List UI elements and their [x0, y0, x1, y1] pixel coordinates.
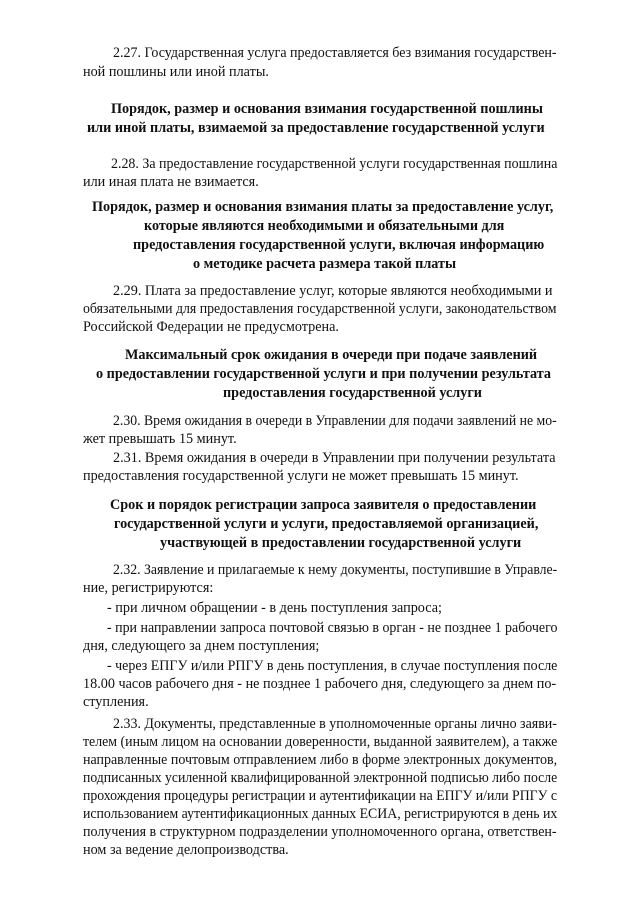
text-line: использованием аутентификационных данных ЕСИА, регистрируются в день их: [83, 806, 558, 822]
text-line: подписанных усиленной квалифицированной электронной подписью либо после: [83, 770, 558, 786]
section-heading: или иной платы, взимаемой за предоставление государственной услуги: [87, 120, 545, 136]
text-line: ном за ведение делопроизводства.: [83, 842, 289, 858]
text-line: Российской Федерации не предусмотрена.: [83, 319, 339, 335]
list-item: - через ЕПГУ и/или РПГУ в день поступления, в случае поступления после: [107, 658, 558, 674]
text-line: 2.33. Документы, представленные в уполномоченные органы лично заяви-: [113, 716, 557, 732]
section-heading: которые являются необходимыми и обязательными для: [144, 218, 505, 234]
text-line: 2.28. За предоставление государственной услуги государственная пошлина: [111, 156, 558, 172]
text-line: 2.32. Заявление и прилагаемые к нему документы, поступившие в Управле-: [113, 562, 558, 578]
section-heading: Порядок, размер и основания взимания платы за предоставление услуг,: [92, 199, 554, 215]
list-item: - при направлении запроса почтовой связью в орган - не позднее 1 рабочего: [107, 620, 558, 636]
text-line: ние, регистрируются:: [83, 580, 214, 596]
text-line: 2.29. Плата за предоставление услуг, которые являются необходимыми и: [113, 283, 553, 299]
section-heading: предоставления государственной услуги: [223, 385, 482, 401]
text-line: направленные почтовым отправлением либо в форме электронных документов,: [83, 752, 558, 768]
section-heading: государственной услуги и услуги, предоставляемой организацией,: [114, 516, 539, 532]
text-line: 2.31. Время ожидания в очереди в Управлении при получении результата: [113, 450, 556, 466]
text-line: ной пошлины или иной платы.: [83, 64, 269, 80]
text-line: прохождения процедуры регистрации и аутентификации на ЕПГУ и/или РПГУ с: [83, 788, 557, 804]
text-line: 2.30. Время ожидания в очереди в Управлении для подачи заявлений не мо-: [113, 413, 557, 429]
text-line: дня, следующего за днем поступления;: [83, 638, 320, 654]
text-line: предоставления государственной услуги не может превышать 15 минут.: [83, 468, 519, 484]
text-line: получения в структурном подразделении уполномоченного органа, ответствен-: [83, 824, 557, 840]
list-item: - при личном обращении - в день поступления запроса;: [107, 600, 442, 616]
text-line: обязательными для предоставления государственной услуги, законодательством: [83, 301, 557, 317]
section-heading: о методике расчета размера такой платы: [193, 256, 457, 272]
text-line: 2.27. Государственная услуга предоставляется без взимания государствен-: [113, 45, 557, 61]
text-line: или иная плата не взимается.: [83, 174, 259, 190]
text-line: телем (иным лицом на основании доверенности, выданной заявителем), а также: [83, 734, 558, 750]
section-heading: Максимальный срок ожидания в очереди при подаче заявлений: [125, 347, 538, 363]
text-line: ступления.: [83, 694, 149, 710]
section-heading: предоставления государственной услуги, включая информацию: [133, 237, 545, 253]
text-line: жет превышать 15 минут.: [83, 431, 237, 447]
section-heading: участвующей в предоставлении государственной услуги: [160, 535, 522, 551]
section-heading: Срок и порядок регистрации запроса заявителя о предоставлении: [110, 497, 537, 513]
text-line: 18.00 часов рабочего дня - не позднее 1 рабочего дня, следующего за днем по-: [83, 676, 557, 692]
section-heading: Порядок, размер и основания взимания государственной пошлины: [111, 101, 543, 117]
section-heading: о предоставлении государственной услуги и при получении результата: [96, 366, 552, 382]
